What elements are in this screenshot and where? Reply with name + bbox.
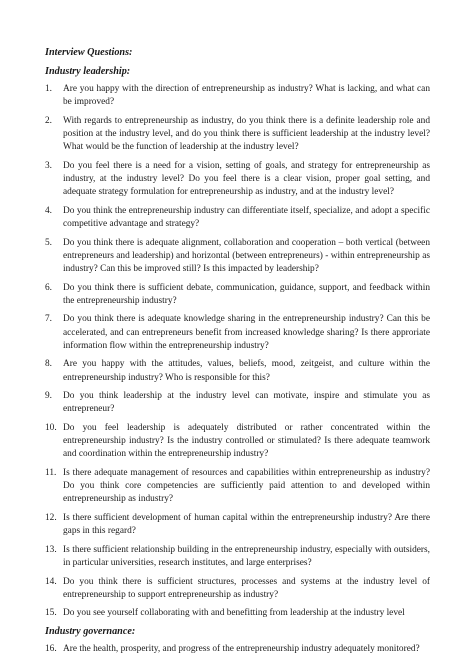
question-item — [45, 160, 430, 200]
question-number: 5. — [45, 237, 53, 248]
question-number: 11. — [45, 467, 57, 478]
question-item — [45, 115, 430, 155]
question-list-industry-governance — [45, 643, 430, 656]
document-title: Interview Questions: — [45, 47, 133, 58]
question-text: Do you think leadership at the industry level can motivate, inspire and stimulate you as entrepreneur? — [63, 391, 430, 415]
question-number: 16. — [45, 643, 57, 654]
question-number: 4. — [45, 205, 53, 216]
question-item — [45, 576, 430, 602]
section-title-industry-governance: Industry governance: — [45, 625, 136, 637]
question-list-industry-leadership — [45, 83, 430, 621]
question-number: 10. — [45, 422, 57, 433]
question-text: Are the health, prosperity, and progress of the entrepreneurship industry adequately monitored? — [63, 643, 420, 654]
question-text: Do you think there is sufficient debate, communication, guidance, support, and feedback within the entrepreneurship industry? — [63, 282, 430, 306]
question-item — [45, 358, 430, 384]
question-number: 9. — [45, 391, 53, 402]
question-text: Do you feel there is a need for a vision, setting of goals, and strategy for entrepreneurship as industry, at the industry level? Do you feel there is a clear vision, proper goal setting, and adequate strategy formulation for entrepreneurship as industry, and at the industry level? — [63, 160, 430, 198]
question-text: With regards to entrepreneurship as industry, do you think there is a definite leadership role and position at the industry level, and do you think there is sufficient leadership at the industry level? What would be the function of leadership at the industry level? — [63, 115, 430, 153]
question-number: 3. — [45, 160, 53, 171]
question-item — [45, 282, 430, 308]
question-number: 1. — [45, 84, 53, 94]
question-item — [45, 544, 430, 570]
question-item — [45, 390, 430, 416]
question-text: Is there sufficient relationship building in the entrepreneurship industry, especially with outsiders, in particular universities, research institutes, and large enterprises? — [63, 544, 430, 568]
question-text: Do you think there is adequate alignment, collaboration and cooperation – both vertical (between entrepreneurs and leadership) and horizontal (between entrepreneurs) - within entrepreneurship as industry? Can this be improved still? Is this impacted by leadership? — [63, 237, 430, 274]
question-item — [45, 467, 430, 507]
question-text: Are you happy with the attitudes, values, beliefs, mood, zeitgeist, and culture within the entrepreneurship industry? Who is responsible for this? — [63, 359, 430, 383]
question-text: Do you see yourself collaborating with and benefitting from leadership at the industry level — [63, 608, 405, 619]
question-number: 15. — [45, 608, 57, 619]
section-title-industry-leadership: Industry leadership: — [45, 66, 131, 77]
question-text: Do you think there is adequate knowledge sharing in the entrepreneurship industry? Can this be accelerated, and can entrepreneurs benefit from increased knowledge sharing? Is there approriate information flow within the entrepreneurship industry? — [63, 314, 430, 351]
question-number: 6. — [45, 282, 53, 293]
question-item — [45, 643, 430, 656]
question-item — [45, 512, 430, 538]
question-item — [45, 313, 430, 353]
question-item — [45, 83, 430, 109]
question-item — [45, 422, 430, 462]
question-number: 7. — [45, 314, 53, 325]
question-item — [45, 237, 430, 277]
question-number: 12. — [45, 512, 57, 523]
question-number: 2. — [45, 115, 53, 126]
question-number: 14. — [45, 576, 57, 587]
question-text: Do you think the entrepreneurship industry can differentiate itself, specialize, and adopt a specific competitive advantage and strategy? — [63, 205, 430, 229]
question-number: 8. — [45, 359, 53, 370]
question-number: 13. — [45, 544, 57, 555]
question-item — [45, 205, 430, 231]
question-text: Do you think there is sufficient structures, processes and systems at the industry level of entrepreneurship to support entrepreneurship as industry? — [63, 576, 430, 600]
question-item — [45, 607, 430, 620]
question-text: Is there adequate management of resources and capabilities within entrepreneurship as industry? Do you think core competencies are sufficiently paid attention to and developed within entrepreneurship as industry? — [63, 467, 430, 505]
question-text: Is there sufficient development of human capital within the entrepreneurship industry? Are there gaps in this regard? — [63, 512, 430, 537]
question-text: Are you happy with the direction of entrepreneurship as industry? What is lacking, and what can be improved? — [63, 84, 430, 108]
question-text: Do you feel leadership is adequately distributed or rather concentrated within the entrepreneurship industry? Is the industry controlled or stimulated? Is there adequate teamwork and coordination within the entrepreneurship industry? — [63, 422, 430, 460]
